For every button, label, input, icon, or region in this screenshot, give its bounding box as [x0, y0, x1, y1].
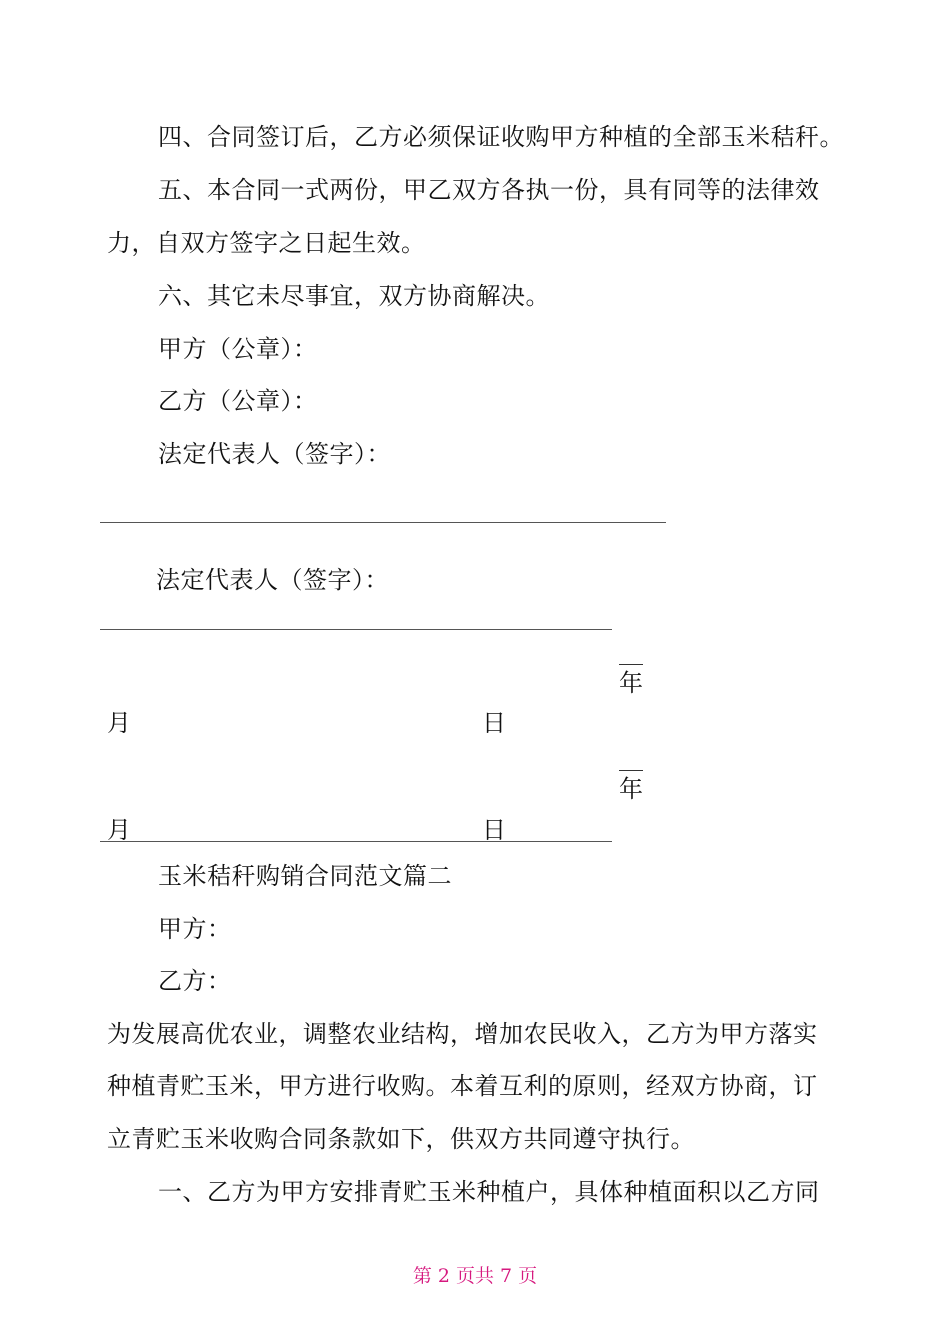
signature-line-1: [100, 522, 666, 523]
year-blank-2: [619, 770, 643, 771]
year-label-2: 年: [619, 775, 644, 803]
month-label-1: 月: [107, 709, 132, 737]
clause-5-line-1: 五、本合同一式两份，甲乙双方各执一份，具有同等的法律效: [158, 176, 820, 204]
signature-line-2: [100, 629, 612, 630]
day-label-2: 日: [482, 816, 507, 844]
section-2-clause-1: 一、乙方为甲方安排青贮玉米种植户，具体种植面积以乙方同: [158, 1178, 820, 1206]
year-blank-1: [619, 664, 643, 665]
day-label-1: 日: [482, 709, 507, 737]
clause-6: 六、其它未尽事宜，双方协商解决。: [158, 282, 550, 310]
page-indicator: 第 2 页共 7 页: [412, 1265, 538, 1287]
clause-5-line-2: 力，自双方签字之日起生效。: [107, 229, 426, 257]
preamble-line-1: 为发展高优农业，调整农业结构，增加农民收入，乙方为甲方落实: [107, 1020, 818, 1048]
section-2-party-a: 甲方：: [158, 915, 232, 943]
preamble-line-3: 立青贮玉米收购合同条款如下，供双方共同遵守执行。: [107, 1125, 695, 1153]
party-a-seal-label: 甲方（公章）：: [158, 335, 318, 363]
legal-rep-signature-label-1: 法定代表人（签字）：: [158, 440, 391, 468]
section-2-party-b: 乙方：: [158, 967, 232, 995]
legal-rep-signature-label-2: 法定代表人（签字）：: [156, 566, 389, 594]
year-label-1: 年: [619, 669, 644, 697]
party-b-seal-label: 乙方（公章）：: [158, 387, 318, 415]
preamble-line-2: 种植青贮玉米，甲方进行收购。本着互利的原则，经双方协商，订: [107, 1072, 818, 1100]
clause-4: 四、合同签订后，乙方必须保证收购甲方种植的全部玉米秸秆。: [158, 123, 844, 151]
date-underline: [100, 841, 612, 842]
month-label-2: 月: [107, 816, 132, 844]
section-2-title: 玉米秸秆购销合同范文篇二: [158, 862, 452, 890]
